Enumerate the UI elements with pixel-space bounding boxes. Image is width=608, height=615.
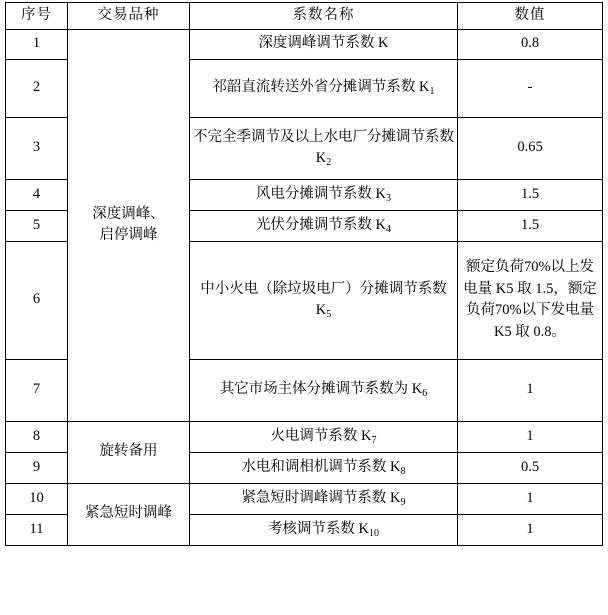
- cell-coefficient-value: 0.5: [458, 452, 603, 483]
- cell-coefficient-value: 0.65: [458, 117, 603, 179]
- cell-row-number: 10: [6, 483, 68, 514]
- cell-row-number: 5: [6, 210, 68, 241]
- cell-coefficient-name: 深度调峰调节系数 K: [190, 29, 458, 59]
- cell-coefficient-name: 祁韶直流转送外省分摊调节系数 $K_1$: [190, 59, 458, 117]
- cell-row-number: 2: [6, 59, 68, 117]
- table-row: [6, 421, 603, 452]
- cell-coefficient-name: 光伏分摊调节系数 $K_4$: [190, 210, 458, 241]
- cell-coefficient-value: 1: [458, 359, 603, 421]
- cell-trade-type: 深度调峰、 启停调峰: [68, 29, 190, 421]
- cell-coefficient-name: 火电调节系数 $K_7$: [190, 421, 458, 452]
- document-page: [0, 2, 608, 615]
- cell-trade-type: 旋转备用: [68, 421, 190, 483]
- cell-row-number: 6: [6, 241, 68, 359]
- cell-trade-type: 紧急短时调峰: [68, 483, 190, 545]
- table-row: [6, 483, 603, 514]
- cell-coefficient-value: 1: [458, 421, 603, 452]
- column-header-value: 数值: [458, 3, 603, 30]
- cell-row-number: 7: [6, 359, 68, 421]
- table-body: [6, 29, 603, 545]
- column-header-no: 序号: [6, 3, 68, 30]
- cell-coefficient-name: 中小火电（除垃圾电厂）分摊调节系数 $K_5$: [190, 241, 458, 359]
- table-header: [6, 3, 603, 30]
- cell-row-number: 4: [6, 179, 68, 210]
- cell-row-number: 3: [6, 117, 68, 179]
- cell-coefficient-name: 其它市场主体分摊调节系数为 $K_6$: [190, 359, 458, 421]
- cell-coefficient-name: 考核调节系数 $K_{10}$: [190, 514, 458, 545]
- cell-coefficient-value: 1: [458, 514, 603, 545]
- cell-coefficient-name: 水电和调相机调节系数 $K_8$: [190, 452, 458, 483]
- cell-coefficient-value: 1.5: [458, 179, 603, 210]
- table-header-row: [6, 3, 603, 30]
- column-header-type: 交易品种: [68, 3, 190, 30]
- cell-coefficient-name: 紧急短时调峰调节系数 $K_9$: [190, 483, 458, 514]
- cell-row-number: 1: [6, 29, 68, 59]
- cell-row-number: 9: [6, 452, 68, 483]
- cell-row-number: 8: [6, 421, 68, 452]
- cell-coefficient-value: 1.5: [458, 210, 603, 241]
- cell-coefficient-name: 不完全季调节及以上水电厂分摊调节系数 $K_2$: [190, 117, 458, 179]
- cell-coefficient-value: 0.8: [458, 29, 603, 59]
- table-row: [6, 29, 603, 59]
- cell-coefficient-value: 额定负荷70%以上发电量 K5 取 1.5，额定负荷70%以下发电量 K5 取 0.8。: [458, 241, 603, 359]
- column-header-name: 系数名称: [190, 3, 458, 30]
- coefficient-table: [5, 2, 603, 546]
- cell-coefficient-value: 1: [458, 483, 603, 514]
- cell-coefficient-value: -: [458, 59, 603, 117]
- cell-coefficient-name: 风电分摊调节系数 $K_3$: [190, 179, 458, 210]
- cell-row-number: 11: [6, 514, 68, 545]
